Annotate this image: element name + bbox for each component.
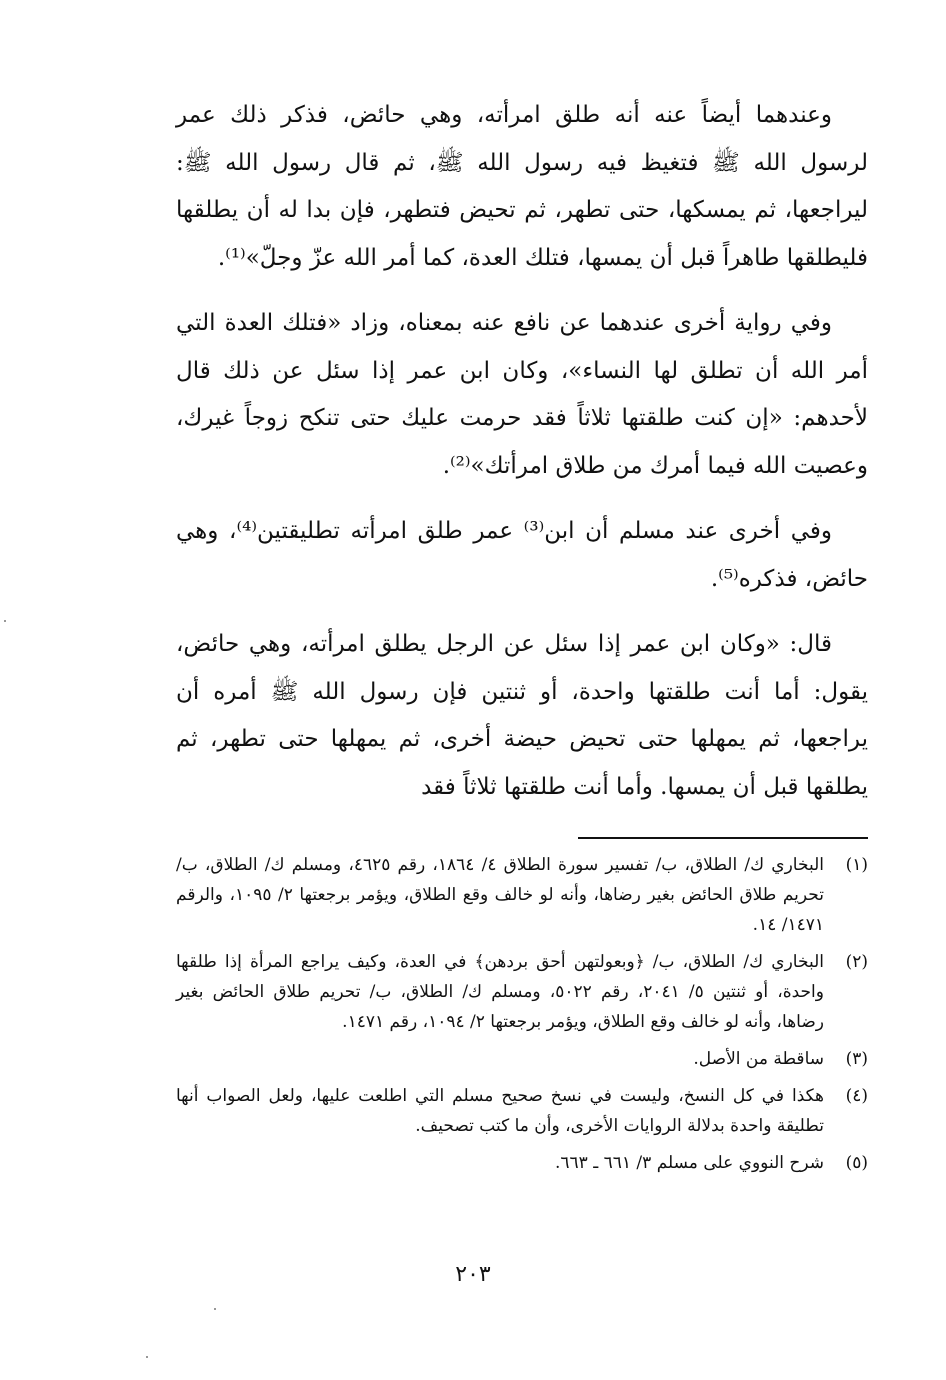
footnote-number: (١) — [845, 855, 868, 875]
paragraph — [176, 508, 868, 603]
footnotes — [176, 850, 868, 1185]
footnote — [176, 947, 868, 1037]
paragraph — [176, 621, 868, 811]
footnote — [176, 1148, 868, 1178]
footnote-text: البخاري ك/ الطلاق، ب/ ﴿وبعولتهن أحق بردهن﴾ في العدة، وكيف يراجع المرأة إذا طلقها واحدة، أو ثنتين ٥/ ٢٠٤١، رقم ٥٠٢٢، ومسلم ك/ الطلاق، ب/ تحريم طلاق الحائض بغير رضاها، وأنه لو خالف وقع الطلاق، ويؤمر برجعتها ٢/ ١٠٩٤، رقم ١٤٧١. — [176, 952, 824, 1032]
paragraph-text: وفي رواية أخرى عندهما عن نافع عنه بمعناه، وزاد «فتلك العدة التي أمر الله أن تطلق لها النساء»، وكان ابن عمر إذا سئل عن ذلك قال لأحدهم: «إن كنت طلقتها ثلاثاً فقد حرمت عليك حتى تنكح زوجاً غيرك، وعصيت الله فيما أمرك من طلاق امرأتك»⁽²⁾. — [176, 310, 868, 479]
footnote-number: (٤) — [845, 1086, 868, 1106]
page-number: ٢٠٣ — [455, 1262, 491, 1287]
paragraph-text: وفي أخرى عند مسلم أن ابن⁽³⁾ عمر طلق امرأته تطليقتين⁽⁴⁾، وهي حائض، فذكره⁽⁵⁾. — [176, 518, 868, 592]
scan-speck — [4, 620, 6, 622]
footnote-number: (٣) — [845, 1049, 868, 1069]
paragraph-text: وعندهما أيضاً عنه أنه طلق امرأته، وهي حائض، فذكر ذلك عمر لرسول الله ﷺ فتغيظ فيه رسول الله ﷺ، ثم قال رسول الله ﷺ: ليراجعها، ثم يمسكها، حتى تطهر، ثم تحيض فتطهر، فإن بدا له أن يطلقها فليطلقها طاهراً قبل أن يمسها، فتلك العدة، كما أمر الله عزّ وجلّ»⁽¹⁾. — [176, 102, 868, 271]
footnote — [176, 850, 868, 940]
paragraph-text: قال: «وكان ابن عمر إذا سئل عن الرجل يطلق امرأته، وهي حائض، يقول: أما أنت طلقتها واحدة، أو ثنتين فإن رسول الله ﷺ أمره أن يراجعها، ثم يمهلها حتى تحيض حيضة أخرى، ثم يمهلها حتى تطهر، ثم يطلقها قبل أن يمسها. وأما أنت طلقتها ثلاثاً فقد — [176, 631, 868, 800]
footnote — [176, 1081, 868, 1141]
footnote-text: شرح النووي على مسلم ٣/ ٦٦١ ـ ٦٦٣. — [555, 1153, 824, 1173]
main-text — [176, 92, 868, 829]
paragraph — [176, 92, 868, 282]
scan-speck — [146, 1356, 148, 1358]
footnote-number: (٢) — [845, 952, 868, 972]
footnote-text: البخاري ك/ الطلاق، ب/ تفسير سورة الطلاق ٤/ ١٨٦٤، رقم ٤٦٢٥، ومسلم ك/ الطلاق، ب/ تحريم طلاق الحائض بغير رضاها، وأنه لو خالف وقع الطلاق، ويؤمر برجعتها ٢/ ١٠٩٥، والرقم ١٤٧١/ ١٤. — [176, 855, 824, 935]
paragraph — [176, 300, 868, 490]
footnote-text: ساقطة من الأصل. — [693, 1049, 824, 1069]
scan-speck — [214, 1308, 216, 1310]
footnote — [176, 1044, 868, 1074]
footnote-text: هكذا في كل النسخ، وليست في نسخ صحيح مسلم التي اطلعت عليها، ولعل الصواب أنها تطليقة واحدة بدلالة الروايات الأخرى، وأن ما كتب تصحيف. — [176, 1086, 824, 1136]
footnote-separator — [578, 837, 868, 839]
footnote-number: (٥) — [845, 1153, 868, 1173]
